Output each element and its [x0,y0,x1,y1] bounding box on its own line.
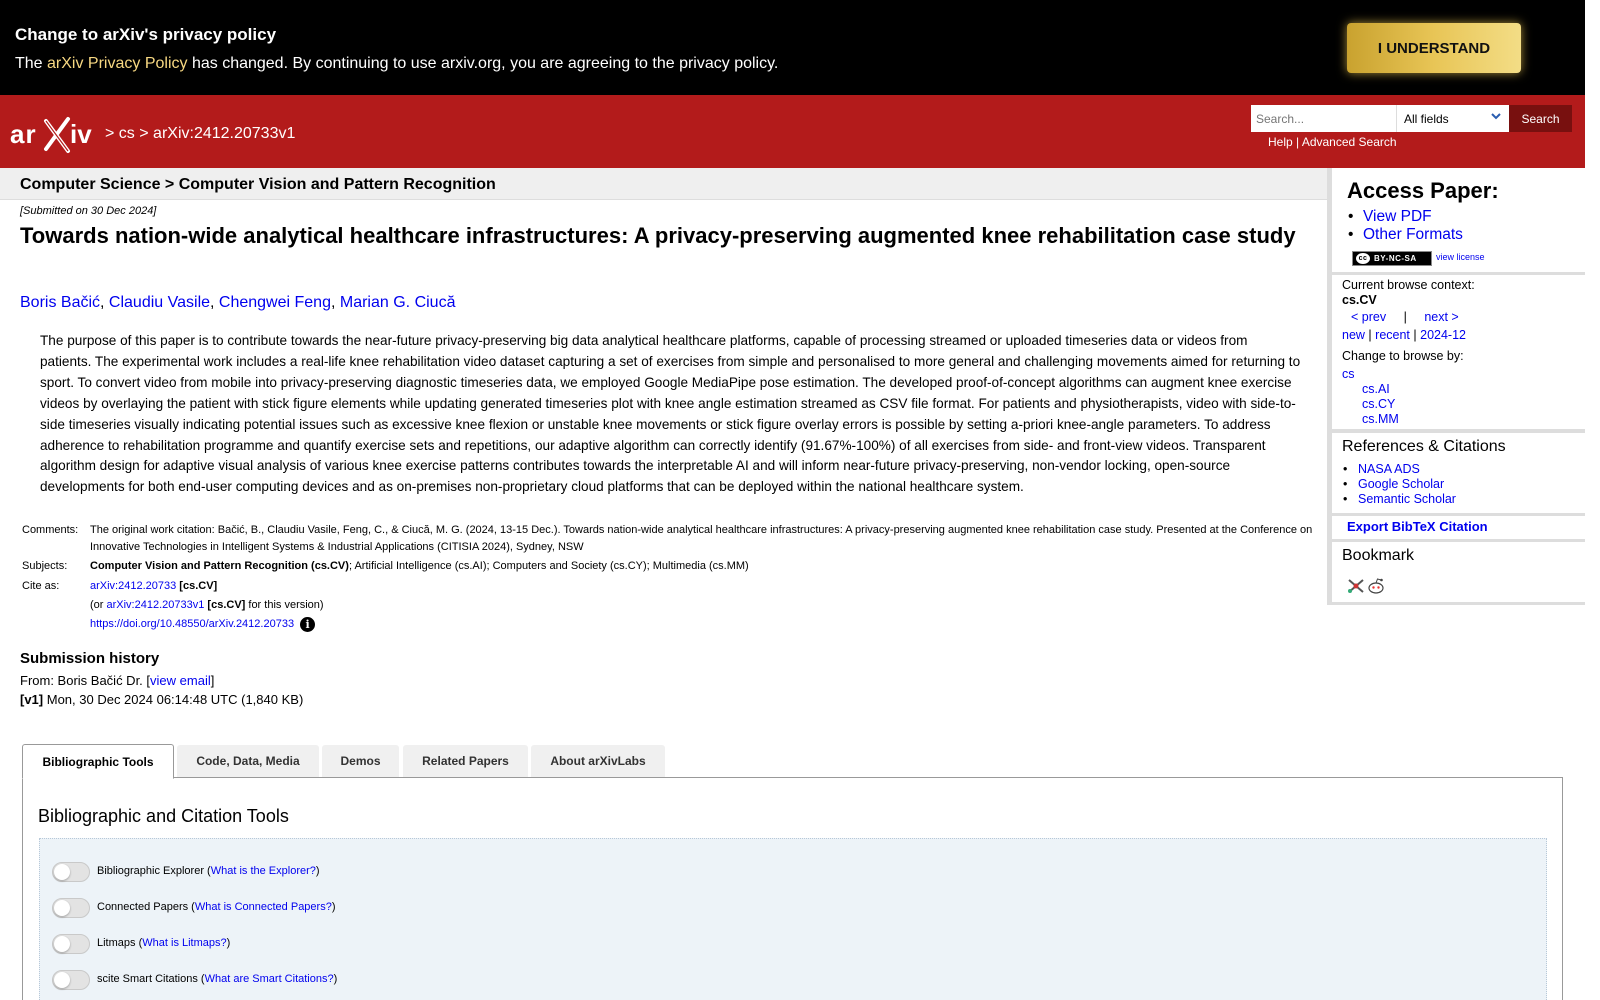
tool-name: Litmaps [97,937,136,949]
cc-icon: cc [1356,253,1370,264]
subjects-label: Subjects: [22,560,68,572]
submitter-line [20,673,214,688]
privacy-banner-title: Change to arXiv's privacy policy [15,25,277,44]
breadcrumb-paper-id: arXiv:2412.20733v1 [153,125,296,142]
privacy-banner-message [15,55,778,73]
export-bibtex-box [1332,516,1585,539]
view-license-link[interactable]: view license [1436,252,1485,262]
subject-header [0,168,1327,200]
cite-version-tag: [cs.CV] [207,599,246,611]
paper-title: Towards nation-wide analytical healthcare infrastructures: A privacy-preserving augmented knee rehabilitation case study [20,223,1296,248]
scite-toggle[interactable] [52,970,90,990]
license-badge-text: BY-NC-SA [1374,254,1417,263]
doi-link[interactable]: https://doi.org/10.48550/arXiv.2412.20733 [90,618,295,630]
author-link[interactable]: Marian G. Ciucă [339,294,456,311]
cite-tag: [cs.CV] [179,580,218,592]
bookmark-box [1332,542,1585,602]
submitter-prefix: From: Boris Bačić Dr. [ [20,673,151,688]
svg-text:ar: ar [10,119,37,149]
reddit-icon[interactable] [1367,577,1385,595]
version-line [20,692,303,707]
semantic-scholar-link[interactable]: Semantic Scholar [1358,492,1456,506]
browse-context-box [1332,275,1585,429]
browse-cs-ai-link[interactable]: cs.AI [1362,382,1390,396]
tab-panel [22,777,1563,1000]
tools-box: Bibliographic Explorer (What is the Explorer?) Connected Papers (What is Connected Papers?) Litmaps (What is Litmaps?) scite Smart Citations (What are Smart Citations?) [39,838,1547,1000]
breadcrumb-sep: > [105,125,115,142]
version-detail: Mon, 30 Dec 2024 06:14:48 UTC (1,840 KB) [43,692,304,707]
tool-name: Connected Papers [97,901,189,913]
comments-label: Comments: [22,524,79,536]
google-scholar-link[interactable]: Google Scholar [1358,477,1445,491]
cite-version [90,597,1335,614]
breadcrumb-sep: > [139,125,149,142]
tab-related-papers[interactable]: Related Papers [403,745,528,777]
tab-about-arxivlabs[interactable]: About arXivLabs [531,745,665,777]
prev-link[interactable]: < prev [1351,310,1387,324]
tool-help-link[interactable]: What is Litmaps? [142,937,227,949]
cite-as-label: Cite as: [22,580,60,592]
secondary-subjects: ; Artificial Intelligence (cs.AI); Computers and Society (cs.CY); Multimedia (cs.MM) [348,560,749,572]
browse-cs-cy-link[interactable]: cs.CY [1362,397,1396,411]
tool-help-link[interactable]: What is the Explorer? [210,865,316,877]
sidebar [1327,168,1585,605]
privacy-policy-link[interactable]: arXiv Privacy Policy [47,55,188,72]
advanced-search-link[interactable]: Advanced Search [1301,135,1397,149]
browse-context-label: Current browse context: [1342,278,1475,292]
header-link-sep: | [1296,135,1300,149]
change-browse-label: Change to browse by: [1342,349,1464,363]
search-field-select[interactable] [1396,105,1509,132]
breadcrumb [105,125,295,143]
privacy-banner [0,0,1585,95]
version-tag: [v1] [20,692,44,707]
i-understand-button[interactable]: I UNDERSTAND [1347,23,1521,73]
nav-sep: | [1413,328,1417,342]
bibsonomy-icon[interactable] [1347,577,1365,595]
cite-version-prefix: (or [90,599,107,611]
bibliographic-explorer-toggle[interactable] [52,862,90,882]
browse-cs-mm-link[interactable]: cs.MM [1362,412,1399,426]
access-paper-title: Access Paper: [1347,178,1499,203]
doi-row [90,616,1335,633]
export-bibtex-link[interactable]: Export BibTeX Citation [1347,519,1488,534]
view-email-link[interactable]: view email [150,673,211,688]
access-links [1347,208,1463,244]
bookmark-title: Bookmark [1342,547,1415,564]
submission-history-heading: Submission history [20,650,160,667]
next-link[interactable]: next > [1424,310,1459,324]
arxiv-logo[interactable] [10,115,102,155]
search-input[interactable] [1251,105,1396,132]
tab-code-data-media[interactable]: Code, Data, Media [177,745,319,777]
connected-papers-toggle[interactable] [52,898,90,918]
tool-help-link[interactable]: What is Connected Papers? [194,901,332,913]
author-link[interactable]: Chengwei Feng [218,294,331,311]
cite-version-link[interactable]: arXiv:2412.20733v1 [106,599,205,611]
primary-subject: Computer Vision and Pattern Recognition (cs.CV) [90,560,349,572]
subjects-value [90,558,1335,575]
author-list: Boris Bačić, Claudiu Vasile, Chengwei Feng, Marian G. Ciucă [20,294,456,311]
tool-name: Bibliographic Explorer [97,865,204,877]
license-badge[interactable] [1352,251,1432,266]
tool-help-link[interactable]: What are Smart Citations? [204,973,334,985]
references-box [1332,433,1585,513]
browse-list-links [1342,328,1466,342]
cite-as-value [90,578,1335,595]
recent-link[interactable]: recent [1375,328,1410,342]
nasa-ads-link[interactable]: NASA ADS [1358,462,1420,476]
site-header [0,95,1585,168]
header-links [1268,135,1397,149]
tab-panel-title: Bibliographic and Citation Tools [38,806,289,826]
view-pdf-link[interactable]: View PDF [1363,208,1432,225]
search-button[interactable]: Search [1509,105,1572,132]
submitter-suffix: ] [210,673,215,688]
info-icon[interactable]: i [300,617,315,632]
chevron-down-icon [1491,111,1501,121]
references-title: References & Citations [1342,438,1506,455]
browse-cs-link[interactable]: cs [1342,367,1355,381]
litmaps-toggle[interactable] [52,934,90,954]
tool-name: scite Smart Citations [97,973,198,985]
abstract: The purpose of this paper is to contribute towards the near-future privacy-preserving big data analytical healthcare platforms, capable of processing streamed or uploaded timeseries data or videos from patients. The experimental work includes a real-life knee rehabilitation video dataset capturing a set of exercises from simple and personalised to more general and challenging movements aimed for returning to sport. To convert video from mobile into privacy-preserving diagnostic timeseries data, we employed Google MediaPipe pose estimation. The developed proof-of-concept algorithms can augment knee exercise videos by overlaying the patient with stick figure elements while updating generated timeseries plot with knee angle estimation streamed as CSV file format. For patients and physiotherapists, video with side-to-side timeseries visually indicating potential issues such as excessive knee flexion or unstable knee movements or stick figure overlay errors is possible by setting a-priori knee-angle parameters. To address adherence to rehabilitation programme and quantify exercise sets and repetitions, our adaptive algorithm can correctly identify (91.67%-100%) of all exercises from side- and front-view videos. Transparent algorithm design for adaptive visual analysis of various knee exercise patterns contributes towards the interpretable AI and will inform near-future privacy-preserving, non-vendor locking, open-source developments for both end-user computing devices and as on-premises non-proprietary cloud platforms that can be deployed within the national healthcare system. [40,333,1301,495]
tab-bibliographic-tools[interactable]: Bibliographic Tools [22,744,174,779]
author-link[interactable]: Boris Bačić [20,294,101,311]
privacy-message-prefix: The [15,55,48,72]
privacy-message-suffix: has changed. By continuing to use arxiv.org, you are agreeing to the privacy policy. [187,55,779,72]
prev-next-nav [1351,310,1459,324]
other-formats-link[interactable]: Other Formats [1363,226,1463,243]
author-link[interactable]: Claudiu Vasile [108,294,211,311]
nav-sep: | [1403,310,1407,324]
breadcrumb-cs[interactable]: cs [118,125,135,142]
nav-sep: | [1368,328,1372,342]
subject-header-title: Computer Science > Computer Vision and Pattern Recognition [20,176,496,193]
references-links [1342,462,1456,507]
search-field-value: All fields [1404,112,1449,126]
tab-demos[interactable]: Demos [322,745,399,777]
month-link[interactable]: 2024-12 [1420,328,1466,342]
access-paper-box [1332,168,1585,272]
submission-date: [Submitted on 30 Dec 2024] [20,205,157,217]
cite-version-suffix: for this version) [245,599,324,611]
comments-value: The original work citation: Bačić, B., Claudiu Vasile, Feng, C., & Ciucă, M. G. (2024, 13-15 Dec.). Towards nation-wide analytical healthcare infrastructures: A privacy-preserving augmented knee rehabilitation case study. Presented at the Conference on Innovative Technologies in Intelligent Systems & Industrial Applications (CITISIA 2024), Sydney, NSW [90,524,1313,553]
cite-arxiv-link[interactable]: arXiv:2412.20733 [90,580,177,592]
new-link[interactable]: new [1342,328,1365,342]
browse-context-value: cs.CV [1342,293,1377,307]
help-link[interactable]: Help [1268,135,1293,149]
svg-text:iv: iv [70,119,92,149]
